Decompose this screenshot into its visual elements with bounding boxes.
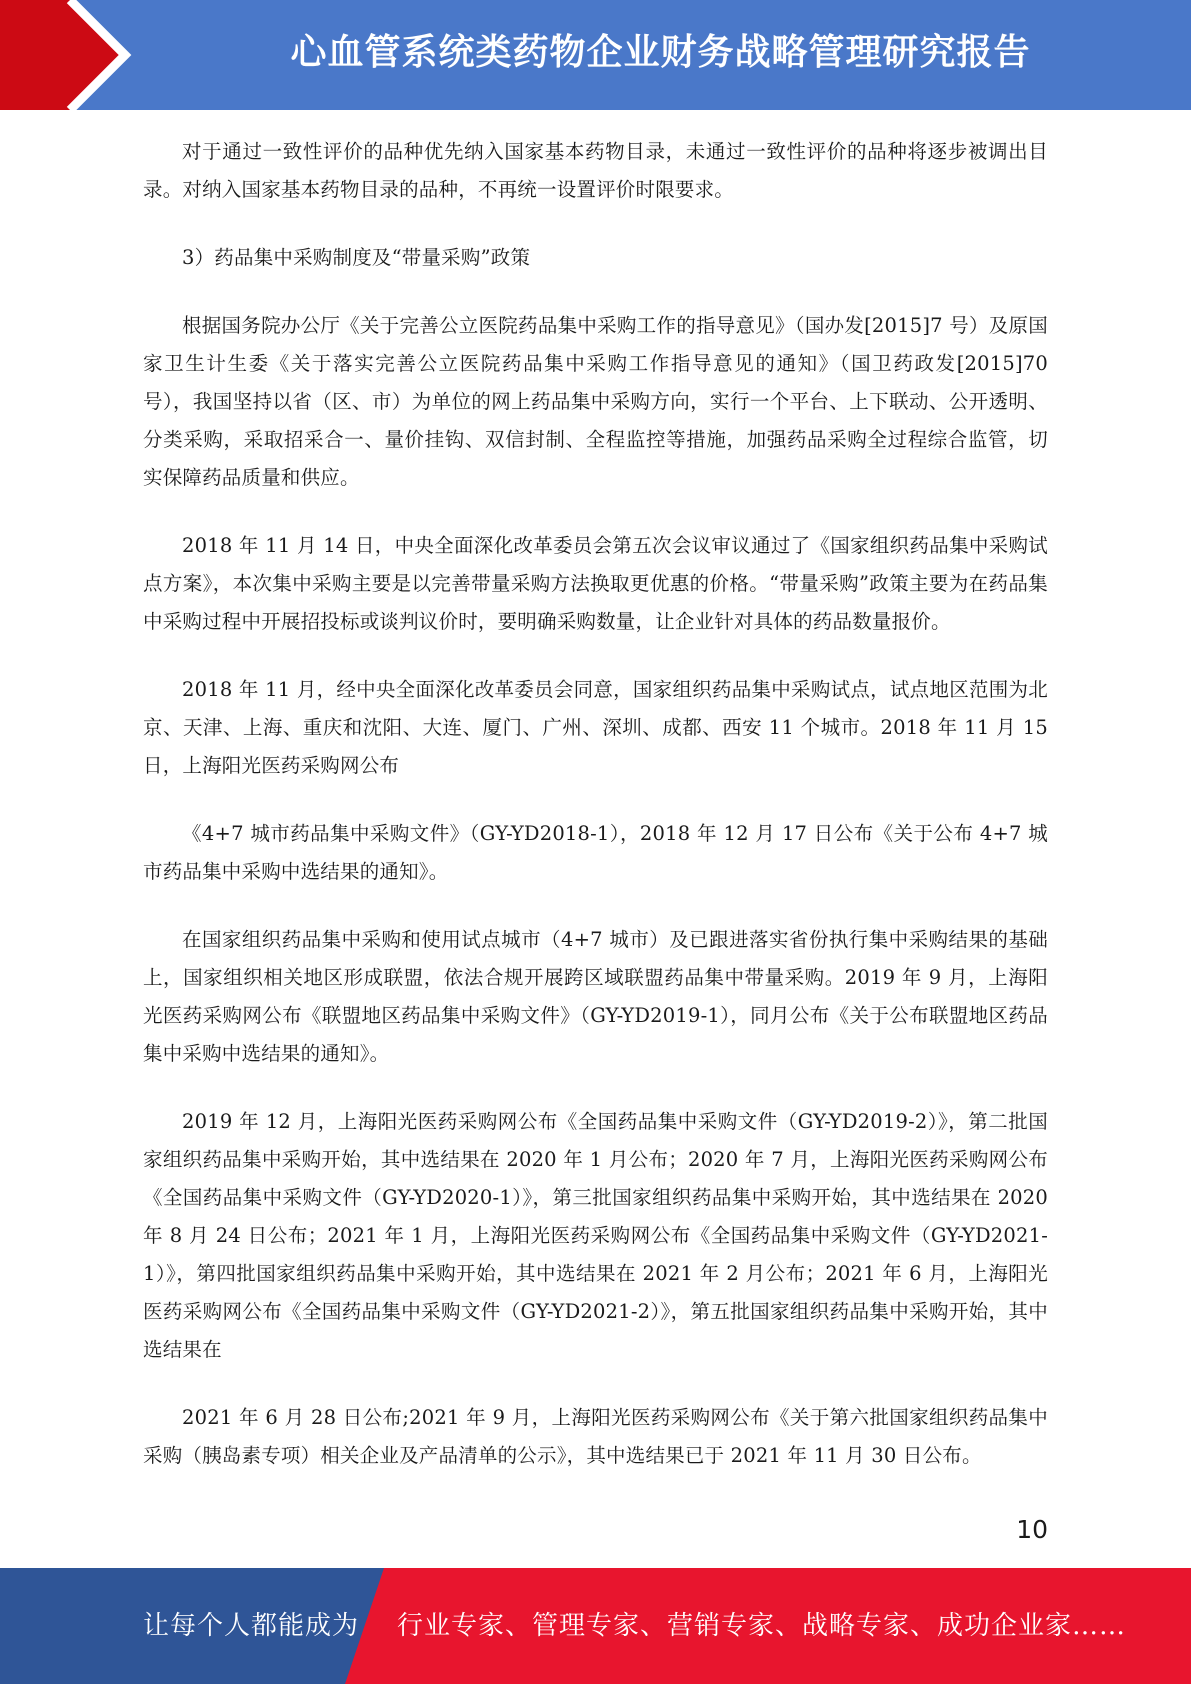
paragraph: 2018 年 11 月 14 日，中央全面深化改革委员会第五次会议审议通过了《国家组织药品集中采购试点方案》，本次集中采购主要是以完善带量采购方法换取更优惠的价格。“带量采购”政策主要为在药品集中采购过程中开展招投标或谈判议价时，要明确采购数量，让企业针对具体的药品数量报价。 bbox=[143, 534, 1048, 633]
report-title: 心血管系统类药物企业财务战略管理研究报告 bbox=[290, 32, 1031, 73]
document-body bbox=[143, 133, 1048, 1505]
page-footer bbox=[0, 1568, 1191, 1684]
chevron-arrow-icon bbox=[0, 0, 160, 110]
page-number: 10 bbox=[1016, 1515, 1048, 1544]
paragraph: 对于通过一致性评价的品种优先纳入国家基本药物目录，未通过一致性评价的品种将逐步被调出目录。对纳入国家基本药物目录的品种，不再统一设置评价时限要求。 bbox=[143, 140, 1048, 201]
paragraph: 根据国务院办公厅《关于完善公立医院药品集中采购工作的指导意见》（国办发[2015]7 号）及原国家卫生计生委《关于落实完善公立医院药品集中采购工作指导意见的通知》（国卫药政发[2015]70 号），我国坚持以省（区、市）为单位的网上药品集中采购方向，实行一个平台、上下联动、公开透明、分类采购，采取招采合一、量价挂钩、双信封制、全程监控等措施，加强药品采购全过程综合监管，切实保障药品质量和供应。 bbox=[143, 314, 1048, 489]
paragraph: 《4+7 城市药品集中采购文件》（GY-YD2018-1），2018 年 12 月 17 日公布《关于公布 4+7 城市药品集中采购中选结果的通知》。 bbox=[143, 822, 1048, 883]
footer-slogan-lead: 让每个人都能成为 bbox=[143, 1611, 360, 1641]
footer-slogan-roles: 行业专家、管理专家、营销专家、战略专家、成功企业家…… bbox=[397, 1611, 1127, 1641]
paragraph: 2021 年 6 月 28 日公布;2021 年 9 月，上海阳光医药采购网公布《关于第六批国家组织药品集中采购（胰岛素专项）相关企业及产品清单的公示》，其中选结果已于 2021 年 11 月 30 日公布。 bbox=[143, 1406, 1048, 1467]
page-header bbox=[0, 0, 1191, 110]
section-heading: 3）药品集中采购制度及“带量采购”政策 bbox=[182, 246, 531, 269]
paragraph: 2018 年 11 月，经中央全面深化改革委员会同意，国家组织药品集中采购试点，试点地区范围为北京、天津、上海、重庆和沈阳、大连、厦门、广州、深圳、成都、西安 11 个城市。2018 年 11 月 15 日，上海阳光医药采购网公布 bbox=[143, 678, 1048, 777]
paragraph: 在国家组织药品集中采购和使用试点城市（4+7 城市）及已跟进落实省份执行集中采购结果的基础上，国家组织相关地区形成联盟，依法合规开展跨区域联盟药品集中带量采购。2019 年 9 月，上海阳光医药采购网公布《联盟地区药品集中采购文件》（GY-YD2019-1），同月公布《关于公布联盟地区药品集中采购中选结果的通知》。 bbox=[143, 928, 1048, 1065]
paragraph: 2019 年 12 月，上海阳光医药采购网公布《全国药品集中采购文件（GY-YD2019-2）》，第二批国家组织药品集中采购开始，其中选结果在 2020 年 1 月公布；2020 年 7 月，上海阳光医药采购网公布《全国药品集中采购文件（GY-YD2020-1）》，第三批国家组织药品集中采购开始，其中选结果在 2020 年 8 月 24 日公布；2021 年 1 月，上海阳光医药采购网公布《全国药品集中采购文件（GY-YD2021-1）》，第四批国家组织药品集中采购开始，其中选结果在 2021 年 2 月公布；2021 年 6 月，上海阳光医药采购网公布《全国药品集中采购文件（GY-YD2021-2）》，第五批国家组织药品集中采购开始，其中选结果在 bbox=[143, 1110, 1048, 1361]
